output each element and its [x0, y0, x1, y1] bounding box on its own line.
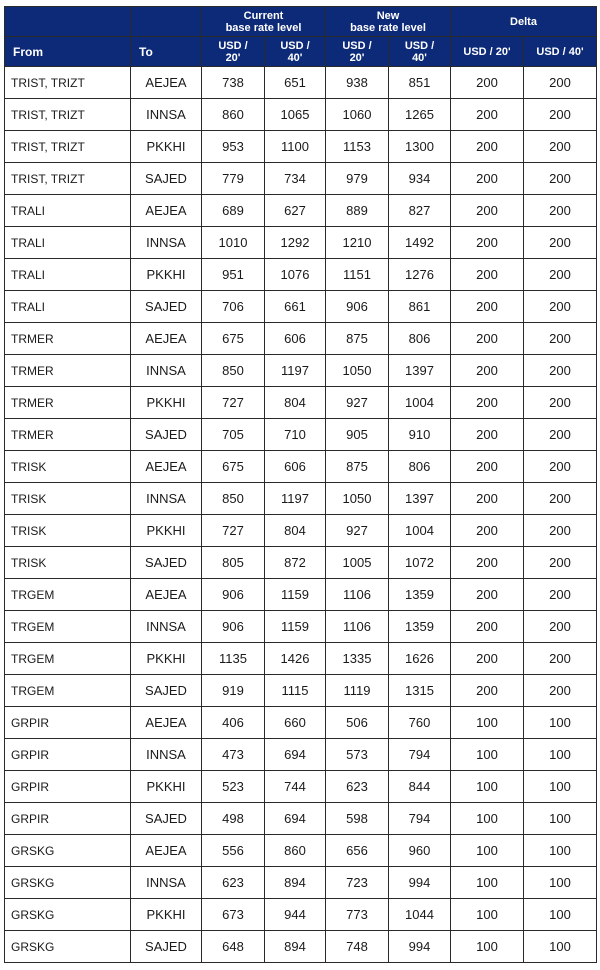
- cell-new-usd20: 506: [326, 707, 389, 739]
- cell-delta-usd40: 200: [524, 515, 597, 547]
- cell-new-usd20: 875: [326, 323, 389, 355]
- cell-from: TRGEM: [5, 579, 131, 611]
- cell-from: TRISK: [5, 483, 131, 515]
- cell-new-usd20: 656: [326, 835, 389, 867]
- cell-new-usd40: 1300: [389, 131, 451, 163]
- cell-delta-usd20: 200: [451, 579, 524, 611]
- cell-to: SAJED: [131, 931, 202, 963]
- cell-to: SAJED: [131, 419, 202, 451]
- cell-new-usd40: 910: [389, 419, 451, 451]
- cell-current-usd20: 727: [202, 515, 265, 547]
- cell-to: AEJEA: [131, 323, 202, 355]
- cell-new-usd40: 844: [389, 771, 451, 803]
- cell-current-usd20: 1010: [202, 227, 265, 259]
- cell-current-usd40: 860: [265, 835, 326, 867]
- cell-new-usd40: 1004: [389, 387, 451, 419]
- header-new-rate: [326, 7, 451, 37]
- cell-new-usd40: 760: [389, 707, 451, 739]
- cell-current-usd40: 1197: [265, 355, 326, 387]
- header-row-bottom: [5, 37, 597, 67]
- table-row: [5, 515, 597, 547]
- header-blank-to: [131, 7, 202, 37]
- cell-new-usd40: 806: [389, 451, 451, 483]
- header-to: To: [131, 37, 202, 67]
- cell-from: TRALI: [5, 259, 131, 291]
- cell-to: INNSA: [131, 99, 202, 131]
- cell-current-usd40: 1159: [265, 611, 326, 643]
- cell-new-usd20: 598: [326, 803, 389, 835]
- cell-from: TRISK: [5, 547, 131, 579]
- header-new-line1: New: [376, 9, 400, 22]
- cell-new-usd20: 906: [326, 291, 389, 323]
- cell-delta-usd20: 200: [451, 483, 524, 515]
- cell-new-usd20: 1060: [326, 99, 389, 131]
- cell-delta-usd20: 100: [451, 739, 524, 771]
- table-row: [5, 451, 597, 483]
- cell-from: TRGEM: [5, 611, 131, 643]
- cell-to: AEJEA: [131, 195, 202, 227]
- cell-delta-usd20: 100: [451, 771, 524, 803]
- header-current-usd40: [265, 37, 326, 67]
- cell-delta-usd20: 200: [451, 259, 524, 291]
- cell-delta-usd40: 200: [524, 611, 597, 643]
- cell-current-usd40: 710: [265, 419, 326, 451]
- cell-new-usd40: 934: [389, 163, 451, 195]
- cell-current-usd20: 860: [202, 99, 265, 131]
- cell-current-usd40: 894: [265, 931, 326, 963]
- cell-delta-usd40: 100: [524, 931, 597, 963]
- cell-new-usd40: 1492: [389, 227, 451, 259]
- cell-from: TRMER: [5, 419, 131, 451]
- cell-new-usd40: 1359: [389, 611, 451, 643]
- cell-current-usd20: 1135: [202, 643, 265, 675]
- cell-current-usd20: 675: [202, 451, 265, 483]
- cell-delta-usd20: 200: [451, 451, 524, 483]
- cell-to: AEJEA: [131, 451, 202, 483]
- cell-current-usd40: 872: [265, 547, 326, 579]
- cell-from: TRIST, TRIZT: [5, 67, 131, 99]
- cell-new-usd40: 1359: [389, 579, 451, 611]
- cell-delta-usd40: 100: [524, 739, 597, 771]
- cell-current-usd40: 944: [265, 899, 326, 931]
- cell-to: INNSA: [131, 611, 202, 643]
- table-row: [5, 131, 597, 163]
- cell-current-usd20: 953: [202, 131, 265, 163]
- header-new-line2: base rate level: [350, 21, 426, 34]
- header-from: From: [5, 37, 131, 67]
- table-row: [5, 483, 597, 515]
- table-row: [5, 835, 597, 867]
- cell-current-usd40: 1292: [265, 227, 326, 259]
- header-delta-usd40: USD / 40': [524, 37, 597, 67]
- cell-new-usd40: 794: [389, 803, 451, 835]
- cell-new-usd40: 1397: [389, 355, 451, 387]
- cell-delta-usd40: 200: [524, 163, 597, 195]
- cell-to: SAJED: [131, 291, 202, 323]
- header-current-usd20-a: USD /: [218, 39, 248, 52]
- cell-new-usd20: 1106: [326, 579, 389, 611]
- table-row: [5, 323, 597, 355]
- cell-to: AEJEA: [131, 579, 202, 611]
- cell-current-usd40: 894: [265, 867, 326, 899]
- cell-from: TRISK: [5, 515, 131, 547]
- cell-delta-usd40: 200: [524, 99, 597, 131]
- cell-new-usd20: 1106: [326, 611, 389, 643]
- cell-delta-usd40: 100: [524, 771, 597, 803]
- cell-new-usd40: 861: [389, 291, 451, 323]
- table-row: [5, 547, 597, 579]
- cell-to: PKKHI: [131, 899, 202, 931]
- cell-delta-usd40: 200: [524, 451, 597, 483]
- cell-to: INNSA: [131, 867, 202, 899]
- cell-current-usd40: 1159: [265, 579, 326, 611]
- header-row-top: [5, 7, 597, 37]
- cell-from: TRIST, TRIZT: [5, 163, 131, 195]
- cell-delta-usd40: 100: [524, 707, 597, 739]
- header-new-usd40-a: USD /: [404, 39, 435, 52]
- cell-new-usd20: 573: [326, 739, 389, 771]
- cell-current-usd20: 906: [202, 611, 265, 643]
- header-new-usd20-b: 20': [349, 51, 365, 64]
- cell-delta-usd40: 200: [524, 675, 597, 707]
- table-row: [5, 931, 597, 963]
- cell-current-usd40: 1076: [265, 259, 326, 291]
- table-row: [5, 355, 597, 387]
- cell-delta-usd40: 200: [524, 67, 597, 99]
- cell-current-usd20: 850: [202, 355, 265, 387]
- cell-from: TRALI: [5, 291, 131, 323]
- cell-delta-usd40: 200: [524, 227, 597, 259]
- cell-new-usd40: 851: [389, 67, 451, 99]
- cell-current-usd20: 906: [202, 579, 265, 611]
- cell-current-usd20: 689: [202, 195, 265, 227]
- header-new-usd40: [389, 37, 451, 67]
- cell-current-usd20: 556: [202, 835, 265, 867]
- cell-current-usd20: 850: [202, 483, 265, 515]
- cell-from: GRPIR: [5, 803, 131, 835]
- header-current-line1: Current: [243, 9, 284, 22]
- cell-current-usd20: 951: [202, 259, 265, 291]
- cell-current-usd20: 523: [202, 771, 265, 803]
- cell-new-usd40: 994: [389, 931, 451, 963]
- table-row: [5, 259, 597, 291]
- cell-new-usd20: 979: [326, 163, 389, 195]
- cell-from: TRALI: [5, 227, 131, 259]
- cell-from: TRMER: [5, 355, 131, 387]
- cell-to: INNSA: [131, 739, 202, 771]
- cell-current-usd40: 1197: [265, 483, 326, 515]
- cell-current-usd40: 744: [265, 771, 326, 803]
- cell-current-usd40: 606: [265, 323, 326, 355]
- cell-delta-usd40: 100: [524, 835, 597, 867]
- table-row: [5, 675, 597, 707]
- cell-new-usd20: 1335: [326, 643, 389, 675]
- cell-to: PKKHI: [131, 387, 202, 419]
- cell-delta-usd20: 200: [451, 355, 524, 387]
- cell-delta-usd20: 200: [451, 323, 524, 355]
- cell-delta-usd20: 200: [451, 99, 524, 131]
- cell-new-usd40: 1265: [389, 99, 451, 131]
- cell-delta-usd20: 200: [451, 643, 524, 675]
- table-row: [5, 291, 597, 323]
- cell-new-usd40: 1072: [389, 547, 451, 579]
- cell-to: AEJEA: [131, 67, 202, 99]
- cell-delta-usd20: 200: [451, 675, 524, 707]
- cell-current-usd40: 694: [265, 739, 326, 771]
- cell-current-usd40: 804: [265, 515, 326, 547]
- cell-delta-usd20: 200: [451, 419, 524, 451]
- cell-delta-usd20: 100: [451, 931, 524, 963]
- cell-to: INNSA: [131, 483, 202, 515]
- cell-current-usd20: 705: [202, 419, 265, 451]
- cell-delta-usd20: 200: [451, 291, 524, 323]
- cell-from: TRALI: [5, 195, 131, 227]
- cell-delta-usd40: 200: [524, 419, 597, 451]
- header-new-usd20-a: USD /: [342, 39, 372, 52]
- cell-current-usd40: 661: [265, 291, 326, 323]
- cell-current-usd40: 1426: [265, 643, 326, 675]
- header-current-usd40-a: USD /: [280, 39, 310, 52]
- cell-delta-usd20: 200: [451, 67, 524, 99]
- table-row: [5, 387, 597, 419]
- cell-current-usd40: 1115: [265, 675, 326, 707]
- cell-to: SAJED: [131, 163, 202, 195]
- header-new-usd20: [326, 37, 389, 67]
- cell-current-usd20: 498: [202, 803, 265, 835]
- cell-current-usd20: 406: [202, 707, 265, 739]
- cell-to: PKKHI: [131, 259, 202, 291]
- cell-current-usd40: 660: [265, 707, 326, 739]
- cell-to: PKKHI: [131, 771, 202, 803]
- cell-new-usd20: 723: [326, 867, 389, 899]
- cell-current-usd20: 675: [202, 323, 265, 355]
- cell-current-usd40: 606: [265, 451, 326, 483]
- cell-new-usd20: 927: [326, 515, 389, 547]
- cell-current-usd40: 627: [265, 195, 326, 227]
- cell-delta-usd20: 100: [451, 867, 524, 899]
- header-current-usd20: [202, 37, 265, 67]
- cell-current-usd40: 694: [265, 803, 326, 835]
- cell-new-usd20: 1050: [326, 355, 389, 387]
- cell-new-usd40: 1004: [389, 515, 451, 547]
- cell-current-usd20: 673: [202, 899, 265, 931]
- table-row: [5, 803, 597, 835]
- table-row: [5, 739, 597, 771]
- cell-delta-usd20: 200: [451, 195, 524, 227]
- cell-delta-usd40: 200: [524, 643, 597, 675]
- cell-current-usd20: 473: [202, 739, 265, 771]
- cell-current-usd40: 804: [265, 387, 326, 419]
- cell-from: TRMER: [5, 387, 131, 419]
- cell-to: AEJEA: [131, 707, 202, 739]
- cell-delta-usd20: 100: [451, 835, 524, 867]
- cell-current-usd20: 805: [202, 547, 265, 579]
- cell-to: PKKHI: [131, 131, 202, 163]
- table-row: [5, 195, 597, 227]
- cell-delta-usd20: 200: [451, 227, 524, 259]
- cell-new-usd20: 927: [326, 387, 389, 419]
- cell-new-usd40: 1626: [389, 643, 451, 675]
- cell-current-usd40: 1100: [265, 131, 326, 163]
- cell-new-usd20: 1153: [326, 131, 389, 163]
- cell-delta-usd40: 200: [524, 547, 597, 579]
- cell-new-usd20: 1119: [326, 675, 389, 707]
- cell-current-usd20: 648: [202, 931, 265, 963]
- cell-delta-usd40: 200: [524, 355, 597, 387]
- cell-delta-usd40: 200: [524, 131, 597, 163]
- cell-delta-usd40: 200: [524, 483, 597, 515]
- table-row: [5, 227, 597, 259]
- table-row: [5, 771, 597, 803]
- cell-delta-usd20: 200: [451, 547, 524, 579]
- cell-new-usd40: 1044: [389, 899, 451, 931]
- table-row: [5, 867, 597, 899]
- cell-from: TRISK: [5, 451, 131, 483]
- cell-new-usd40: 1315: [389, 675, 451, 707]
- cell-new-usd20: 623: [326, 771, 389, 803]
- table-row: [5, 611, 597, 643]
- header-new-usd40-b: 40': [412, 51, 427, 64]
- header-current-usd20-b: 20': [225, 51, 241, 64]
- table-row: [5, 99, 597, 131]
- table-row: [5, 899, 597, 931]
- cell-new-usd40: 960: [389, 835, 451, 867]
- cell-new-usd40: 806: [389, 323, 451, 355]
- cell-delta-usd40: 200: [524, 579, 597, 611]
- table-row: [5, 163, 597, 195]
- cell-to: INNSA: [131, 355, 202, 387]
- cell-to: PKKHI: [131, 515, 202, 547]
- table-row: [5, 643, 597, 675]
- table-row: [5, 419, 597, 451]
- cell-delta-usd40: 100: [524, 899, 597, 931]
- cell-delta-usd20: 200: [451, 611, 524, 643]
- cell-delta-usd20: 200: [451, 387, 524, 419]
- cell-from: GRSKG: [5, 899, 131, 931]
- table-row: [5, 579, 597, 611]
- cell-from: TRIST, TRIZT: [5, 99, 131, 131]
- cell-new-usd40: 994: [389, 867, 451, 899]
- cell-current-usd20: 919: [202, 675, 265, 707]
- rate-table-body: [5, 67, 597, 963]
- cell-new-usd20: 1210: [326, 227, 389, 259]
- cell-new-usd40: 1397: [389, 483, 451, 515]
- cell-delta-usd20: 100: [451, 803, 524, 835]
- cell-delta-usd40: 200: [524, 259, 597, 291]
- cell-to: PKKHI: [131, 643, 202, 675]
- cell-from: GRSKG: [5, 931, 131, 963]
- cell-delta-usd20: 200: [451, 131, 524, 163]
- cell-delta-usd20: 200: [451, 163, 524, 195]
- cell-from: TRGEM: [5, 675, 131, 707]
- cell-delta-usd40: 100: [524, 803, 597, 835]
- cell-delta-usd20: 100: [451, 707, 524, 739]
- cell-current-usd20: 779: [202, 163, 265, 195]
- cell-current-usd40: 734: [265, 163, 326, 195]
- cell-current-usd20: 727: [202, 387, 265, 419]
- cell-from: TRGEM: [5, 643, 131, 675]
- cell-delta-usd40: 200: [524, 387, 597, 419]
- table-row: [5, 67, 597, 99]
- cell-new-usd40: 827: [389, 195, 451, 227]
- rate-table-frame: [4, 6, 597, 963]
- cell-new-usd20: 1050: [326, 483, 389, 515]
- cell-to: SAJED: [131, 803, 202, 835]
- cell-current-usd40: 1065: [265, 99, 326, 131]
- cell-from: TRMER: [5, 323, 131, 355]
- cell-delta-usd40: 200: [524, 195, 597, 227]
- cell-new-usd20: 905: [326, 419, 389, 451]
- cell-new-usd20: 1005: [326, 547, 389, 579]
- cell-from: GRSKG: [5, 835, 131, 867]
- cell-from: GRSKG: [5, 867, 131, 899]
- cell-delta-usd40: 200: [524, 323, 597, 355]
- header-delta-usd20: USD / 20': [451, 37, 524, 67]
- header-blank-from: [5, 7, 131, 37]
- header-current-usd40-b: 40': [287, 51, 303, 64]
- cell-from: GRPIR: [5, 707, 131, 739]
- cell-new-usd20: 938: [326, 67, 389, 99]
- cell-new-usd20: 875: [326, 451, 389, 483]
- cell-to: AEJEA: [131, 835, 202, 867]
- cell-to: SAJED: [131, 675, 202, 707]
- cell-from: GRPIR: [5, 771, 131, 803]
- cell-from: TRIST, TRIZT: [5, 131, 131, 163]
- header-current-line2: base rate level: [225, 21, 302, 34]
- header-current-rate: [202, 7, 326, 37]
- cell-from: GRPIR: [5, 739, 131, 771]
- cell-new-usd20: 773: [326, 899, 389, 931]
- table-row: [5, 707, 597, 739]
- cell-new-usd20: 1151: [326, 259, 389, 291]
- rate-table: [4, 6, 597, 963]
- cell-delta-usd40: 200: [524, 291, 597, 323]
- cell-delta-usd20: 200: [451, 515, 524, 547]
- cell-new-usd20: 748: [326, 931, 389, 963]
- cell-current-usd20: 623: [202, 867, 265, 899]
- cell-to: INNSA: [131, 227, 202, 259]
- cell-new-usd40: 1276: [389, 259, 451, 291]
- cell-current-usd20: 738: [202, 67, 265, 99]
- cell-current-usd40: 651: [265, 67, 326, 99]
- cell-new-usd40: 794: [389, 739, 451, 771]
- cell-new-usd20: 889: [326, 195, 389, 227]
- cell-delta-usd40: 100: [524, 867, 597, 899]
- cell-current-usd20: 706: [202, 291, 265, 323]
- header-delta: Delta: [451, 7, 597, 37]
- cell-to: SAJED: [131, 547, 202, 579]
- cell-delta-usd20: 100: [451, 899, 524, 931]
